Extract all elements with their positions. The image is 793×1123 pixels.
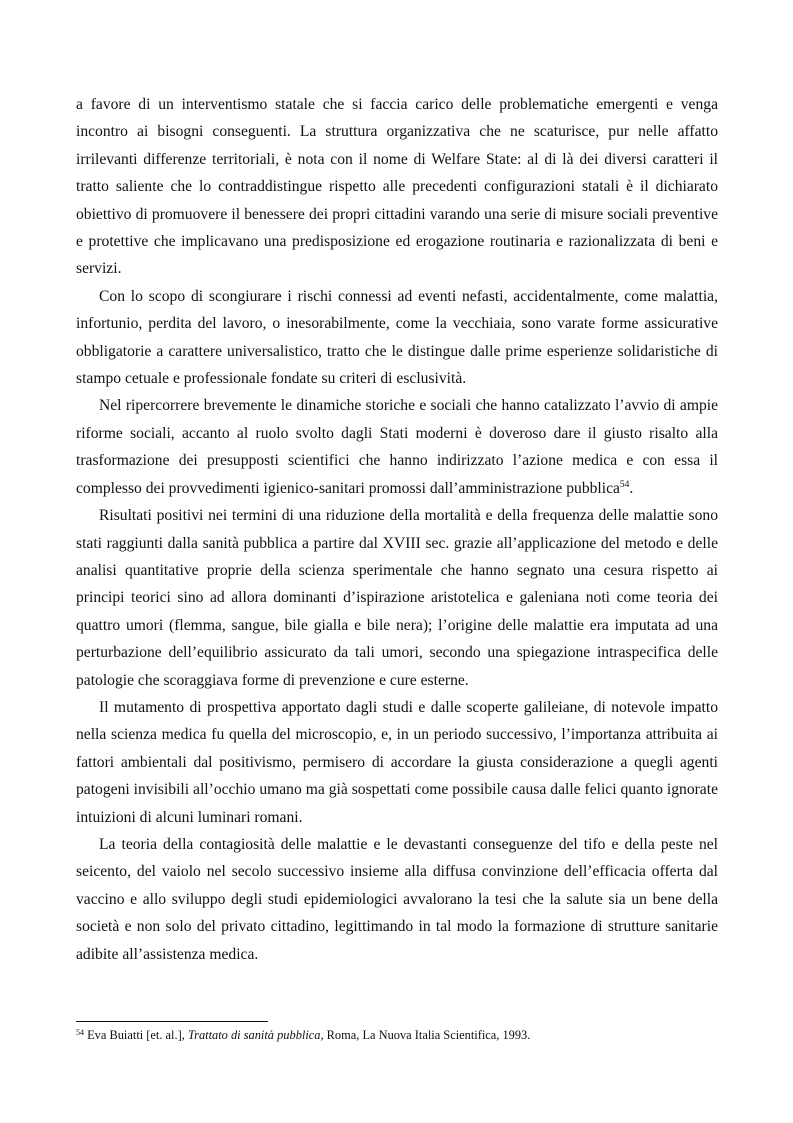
paragraph-3 xyxy=(76,392,718,502)
paragraph-6: La teoria della contagiosità delle malattie e le devastanti conseguenze del tifo e della peste nel seicento, del vaiolo nel secolo successivo insieme alla diffusa convinzione dell’efficacia offerta dal vaccino e allo sviluppo degli studi epidemiologici avvalorano la tesi che la salute sia un bene della società e non solo del privato cittadino, legittimando in tal modo la formazione di strutture sanitarie adibite all’assistenza medica. xyxy=(76,835,718,963)
paragraph-3-text: Nel ripercorrere brevemente le dinamiche storiche e sociali che hanno catalizzato l’avvio di ampie riforme sociali, accanto al ruolo svolto dagli Stati moderni è doveroso dare il giusto risalto alla trasformazione dei presupposti scientifici che hanno indirizzato l’azione medica e con essa il complesso dei provvedimenti igienico-sanitari promossi dall’amministrazione pubblica xyxy=(76,397,718,497)
footnote-reference: 54 xyxy=(619,479,630,490)
footnote-number: 54 xyxy=(76,1028,84,1037)
paragraph-5: Il mutamento di prospettiva apportato dagli studi e dalle scoperte galileiane, di notevole impatto nella scienza medica fu quella del microscopio, e, in un periodo successivo, l’importanza attribuita ai fattori ambientali dal positivismo, permisero di accordare la giusta considerazione a quegli agenti patogeni invisibili all’occhio umano ma già sospettati come possibile causa dalle felici quanto ignorate intuizioni di alcuni luminari romani. xyxy=(76,698,718,826)
paragraph-4: Risultati positivi nei termini di una riduzione della mortalità e della frequenza delle malattie sono stati raggiunti dalla sanità pubblica a partire dal XVIII sec. grazie all’applicazione del metodo e delle analisi quantitative proprie della scienza sperimentale che hanno segnato una cesura rispetto ai principi teorici sino ad allora dominanti d’ispirazione aristotelica e galeniana noti come teoria dei quattro umori (flemma, sangue, bile gialla e bile nera); l’origine delle malattie era imputata ad una perturbazione dell’equilibrio assicurato da tali umori, secondo una spiegazione intraspecifica delle patologie che scoraggiava forme di prevenzione e cure esterne. xyxy=(76,507,718,689)
footnote-author: Eva Buiatti [et. al.], xyxy=(87,1028,188,1042)
footnote-divider xyxy=(76,1021,268,1022)
footnote-publication: Roma, La Nuova Italia Scientifica, 1993. xyxy=(323,1028,531,1042)
paragraph-3-end: . xyxy=(629,479,634,497)
paragraph-1: a favore di un interventismo statale che si faccia carico delle problematiche emergenti e venga incontro ai bisogni conseguenti. La struttura organizzativa che ne scaturisce, pur nelle affatto irrilevanti differenze territoriali, è nota con il nome di Welfare State: al di là dei diversi caratteri il tratto saliente che lo contraddistingue rispetto alle precedenti configurazioni statali è il dichiarato obiettivo di promuovere il benessere dei propri cittadini varando una serie di misure sociali preventive e protettive che implicavano una predisposizione ed erogazione routinaria e razionalizzata di beni e servizi. xyxy=(76,96,718,278)
body-text xyxy=(76,91,718,968)
footnote-title: Trattato di sanità pubblica, xyxy=(187,1028,324,1042)
paragraph-2: Con lo scopo di scongiurare i rischi connessi ad eventi nefasti, accidentalmente, come malattia, infortunio, perdita del lavoro, o inesorabilmente, come la vecchiaia, sono varate forme assicurative obbligatorie a carattere universalistico, tratto che le distingue dalle prime esperienze solidaristiche di stampo cetuale e professionale fondate su criteri di esclusività. xyxy=(76,287,718,388)
footnote xyxy=(76,1028,718,1043)
